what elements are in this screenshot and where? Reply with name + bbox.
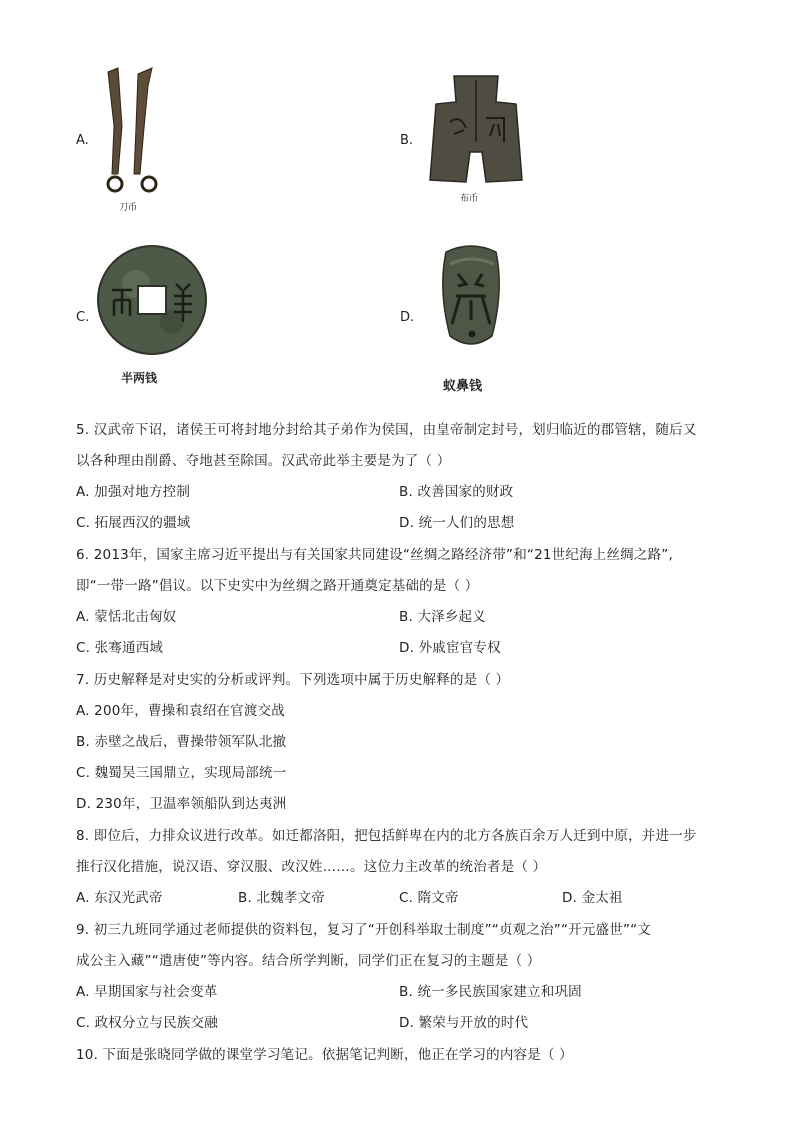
question-stem-line: 9. 初三九班同学通过老师提供的资料包，复习了“开创科举取士制度”“贞观之治”“开元盛世”“文 bbox=[76, 922, 652, 938]
question-stem-line: 7. 历史解释是对史实的分析或评判。下列选项中属于历史解释的是（ ） bbox=[76, 672, 510, 688]
option-letter: B. bbox=[400, 133, 414, 148]
knife-money-icon bbox=[98, 66, 164, 196]
question-stem-line: 即“一带一路”倡议。以下史实中为丝绸之路开通奠定基础的是（ ） bbox=[76, 578, 479, 594]
answer-option[interactable]: C. 张骞通西域 bbox=[76, 640, 164, 656]
answer-option[interactable]: B. 改善国家的财政 bbox=[399, 484, 514, 500]
ant-nose-coin-icon bbox=[436, 240, 506, 354]
option-letter: A. bbox=[76, 133, 89, 148]
answer-option[interactable]: C. 魏蜀吴三国鼎立，实现局部统一 bbox=[76, 765, 287, 781]
answer-option[interactable]: C. 隋文帝 bbox=[399, 890, 459, 906]
question-stem-line: 成公主入藏”“遣唐使”等内容。结合所学判断，同学们正在复习的主题是（ ） bbox=[76, 953, 541, 969]
image-caption: 布币 bbox=[460, 194, 479, 204]
answer-option[interactable]: C. 政权分立与民族交融 bbox=[76, 1015, 218, 1031]
answer-option[interactable]: A. 早期国家与社会变革 bbox=[76, 984, 218, 1000]
question-stem-line: 8. 即位后，力排众议进行改革。如迁都洛阳，把包括鲜卑在内的北方各族百余万人迁到中原，并进一步 bbox=[76, 828, 697, 844]
answer-option[interactable]: D. 统一人们的思想 bbox=[399, 515, 515, 531]
image-caption: 半两钱 bbox=[121, 371, 158, 385]
question-stem-line: 5. 汉武帝下诏，诸侯王可将封地分封给其子弟作为侯国，由皇帝制定封号，划归临近的郡管辖，随后又 bbox=[76, 422, 697, 438]
question-stem-line: 10. 下面是张晓同学做的课堂学习笔记。依据笔记判断，他正在学习的内容是（ ） bbox=[76, 1047, 573, 1063]
option-letter: D. bbox=[400, 310, 415, 325]
question-stem-line: 推行汉化措施，说汉语、穿汉服、改汉姓……。这位力主改革的统治者是（ ） bbox=[76, 859, 547, 875]
spade-money-icon bbox=[424, 72, 528, 186]
answer-option[interactable]: A. 东汉光武帝 bbox=[76, 890, 163, 906]
answer-option[interactable]: D. 繁荣与开放的时代 bbox=[399, 1015, 529, 1031]
option-letter: C. bbox=[76, 310, 90, 325]
answer-option[interactable]: B. 统一多民族国家建立和巩固 bbox=[399, 984, 582, 1000]
answer-option[interactable]: B. 赤壁之战后，曹操带领军队北撤 bbox=[76, 734, 287, 750]
answer-option[interactable]: D. 外戚宦官专权 bbox=[399, 640, 501, 656]
banliang-coin-icon bbox=[96, 244, 208, 356]
image-caption: 蚁鼻钱 bbox=[443, 379, 483, 394]
answer-option[interactable]: D. 230年，卫温率领船队到达夷洲 bbox=[76, 796, 287, 812]
answer-option[interactable]: B. 大泽乡起义 bbox=[399, 609, 486, 625]
answer-option[interactable]: B. 北魏孝文帝 bbox=[238, 890, 325, 906]
question-stem-line: 以各种理由削爵、夺地甚至除国。汉武帝此举主要是为了（ ） bbox=[76, 453, 451, 469]
answer-option[interactable]: A. 蒙恬北击匈奴 bbox=[76, 609, 177, 625]
answer-option[interactable]: A. 加强对地方控制 bbox=[76, 484, 191, 500]
image-caption: 刀币 bbox=[119, 203, 138, 213]
answer-option[interactable]: C. 拓展西汉的疆域 bbox=[76, 515, 191, 531]
answer-option[interactable]: D. 金太祖 bbox=[562, 890, 623, 906]
question-stem-line: 6. 2013年，国家主席习近平提出与有关国家共同建设“丝绸之路经济带”和“21世纪海上丝绸之路”, bbox=[76, 547, 673, 563]
answer-option[interactable]: A. 200年，曹操和袁绍在官渡交战 bbox=[76, 703, 285, 719]
